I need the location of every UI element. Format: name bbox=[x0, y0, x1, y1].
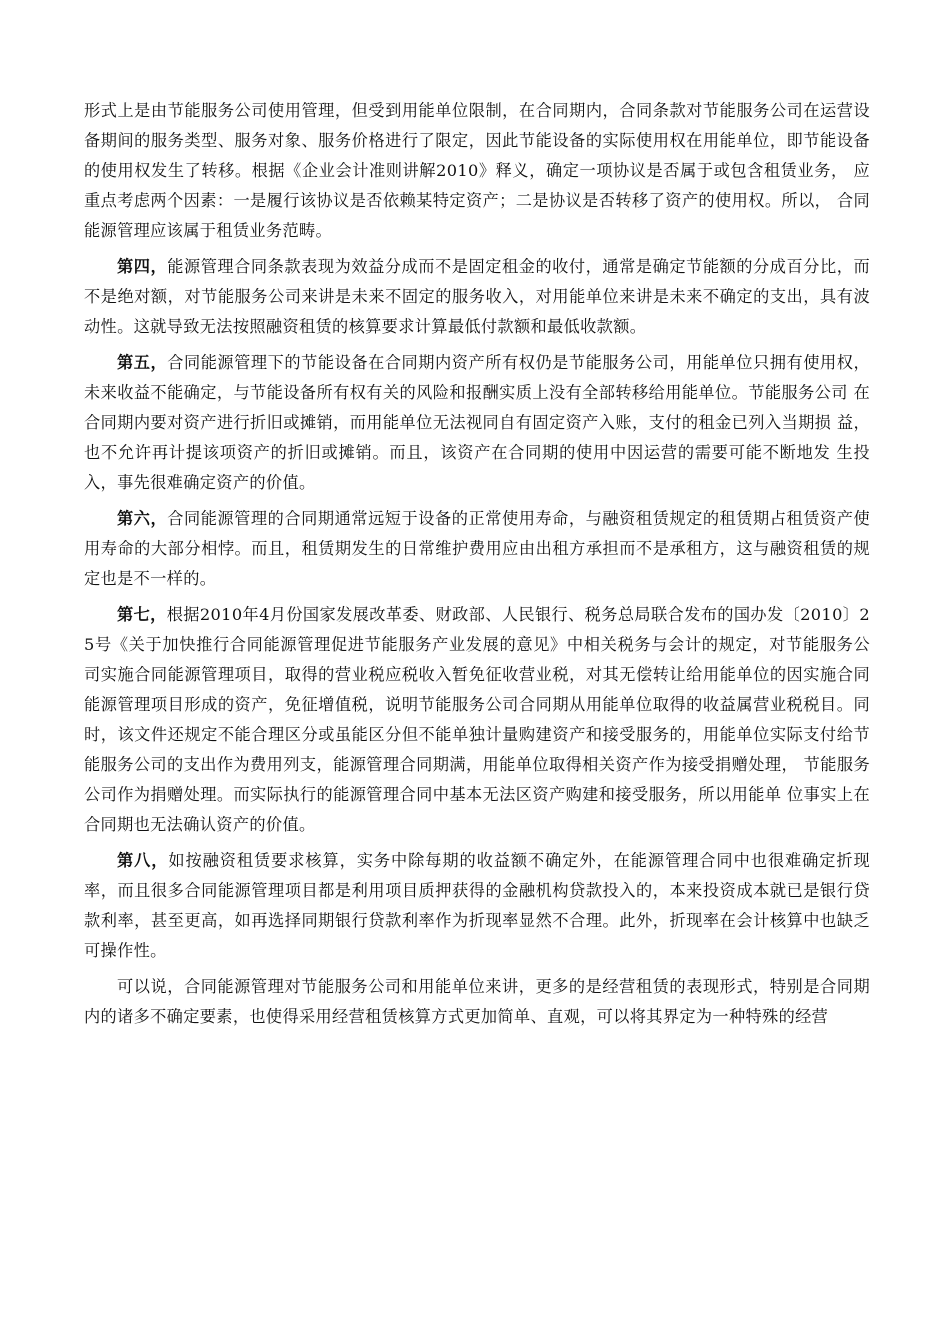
paragraph-text: 形式上是由节能服务公司使用管理，但受到用能单位限制，在合同期内，合同条款对节能服务公司在运营设备期间的服务类型、服务对象、服务价格进行了限定，因此节能设备的实际使用权在用能单位，即节能设备的使用权发生了转移。根据《企业会计准则讲解2010》释义，确定一项协议是否属于或包含租赁业务， 应重点考虑两个因素：一是履行该协议是否依赖某特定资产；二是协议是否转移了资产的使用权。所以， 合同能源管理应该属于租赁业务范畴。 bbox=[84, 101, 870, 240]
paragraph-lead: 第四， bbox=[117, 257, 168, 276]
paragraph-lead: 第八， bbox=[117, 851, 169, 870]
paragraph-point-four bbox=[84, 252, 870, 342]
paragraph-text: 合同能源管理的合同期通常远短于设备的正常使用寿命，与融资租赁规定的租赁期占租赁资产使用寿命的大部分相悖。而且，租赁期发生的日常维护费用应由出租方承担而不是承租方，这与融资租赁的规定也是不一样的。 bbox=[84, 509, 870, 588]
paragraph-text: 能源管理合同条款表现为效益分成而不是固定租金的收付，通常是确定节能额的分成百分比，而不是绝对额，对节能服务公司来讲是未来不固定的服务收入，对用能单位来讲是未来不确定的支出，具有波动性。这就导致无法按照融资租赁的核算要求计算最低付款额和最低收款额。 bbox=[84, 257, 870, 336]
paragraph-text: 根据2010年4月份国家发展改革委、财政部、人民银行、税务总局联合发布的国办发〔2010〕25号《关于加快推行合同能源管理促进节能服务产业发展的意见》中相关税务与会计的规定，对节能服务公司实施合同能源管理项目，取得的营业税应税收入暂免征收营业税，对其无偿转让给用能单位的因实施合同能源管理项目形成的资产，免征增值税，说明节能服务公司合同期从用能单位取得的收益属营业税税目。同时，该文件还规定不能合理区分或虽能区分但不能单独计量购建资产和接受服务的，用能单位实际支付给节能服务公司的支出作为费用列支，能源管理合同期满，用能单位取得相关资产作为接受捐赠处理， 节能服务公司作为捐赠处理。而实际执行的能源管理合同中基本无法区资产购建和接受服务，所以用能单 位事实上在合同期也无法确认资产的价值。 bbox=[84, 605, 870, 834]
paragraph-continuation bbox=[84, 96, 870, 246]
paragraph-lead: 第五， bbox=[117, 353, 168, 372]
paragraph-text: 如按融资租赁要求核算，实务中除每期的收益额不确定外，在能源管理合同中也很难确定折现率，而且很多合同能源管理项目都是利用项目质押获得的金融机构贷款投入的，本来投资成本就已是银行贷款利率，甚至更高，如再选择同期银行贷款利率作为折现率显然不合理。此外，折现率在会计核算中也缺乏可操作性。 bbox=[84, 851, 870, 960]
paragraph-text: 可以说，合同能源管理对节能服务公司和用能单位来讲，更多的是经营租赁的表现形式，特别是合同期内的诸多不确定要素，也使得采用经营租赁核算方式更加简单、直观，可以将其界定为一种特殊的经营 bbox=[84, 977, 870, 1026]
paragraph-lead: 第六， bbox=[117, 509, 168, 528]
paragraph-conclusion bbox=[84, 972, 870, 1032]
document-page bbox=[84, 96, 870, 1038]
paragraph-point-six bbox=[84, 504, 870, 594]
paragraph-point-eight bbox=[84, 846, 870, 966]
paragraph-text: 合同能源管理下的节能设备在合同期内资产所有权仍是节能服务公司，用能单位只拥有使用权， 未来收益不能确定，与节能设备所有权有关的风险和报酬实质上没有全部转移给用能单位。节能服务公司 在合同期内要对资产进行折旧或摊销，而用能单位无法视同自有固定资产入账，支付的租金已列入当期损 益，也不允许再计提该项资产的折旧或摊销。而且，该资产在合同期的使用中因运营的需要可能不断地发 生投入，事先很难确定资产的价值。 bbox=[84, 353, 870, 492]
paragraph-point-five bbox=[84, 348, 870, 498]
paragraph-point-seven bbox=[84, 600, 870, 840]
paragraph-lead: 第七， bbox=[117, 605, 167, 624]
